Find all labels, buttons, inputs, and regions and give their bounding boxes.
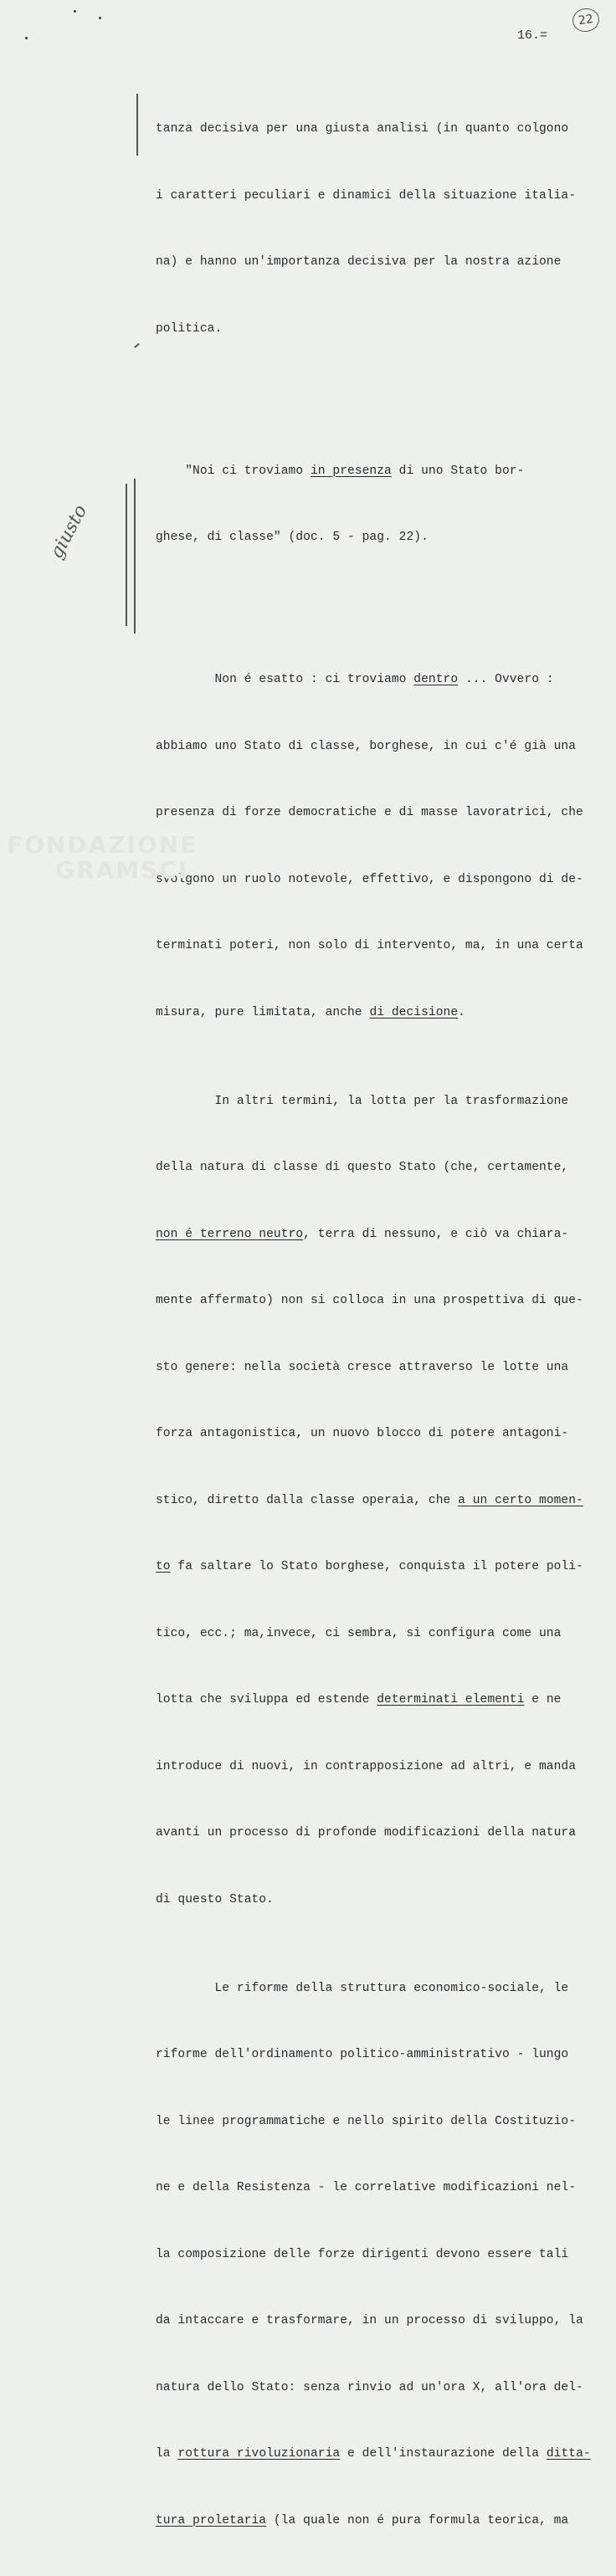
text-line: misura, pure limitata, anche di decisione. bbox=[156, 1005, 465, 1019]
margin-line bbox=[126, 484, 127, 626]
watermark: FONDAZIONE GRAMSCI bbox=[7, 831, 198, 884]
text-line: i caratteri peculiari e dinamici della situazione italia- bbox=[156, 188, 577, 203]
text-line: ghese, di classe" (doc. 5 - pag. 22). bbox=[156, 531, 429, 544]
text-line: della natura di classe di questo Stato (che, certamente, bbox=[156, 1161, 569, 1174]
text-line: forza antagonistica, un nuovo blocco di potere antagoni- bbox=[156, 1427, 569, 1440]
text-line: lotta che sviluppa ed estende determinati elementi e ne bbox=[156, 1693, 562, 1706]
margin-tick bbox=[134, 343, 140, 348]
text-line: abbiamo uno Stato di classe, borghese, in cui c'é già una bbox=[156, 739, 577, 753]
handwritten-page-number: 22 bbox=[571, 7, 601, 33]
text-line: avanti un processo di profonde modificazioni della natura bbox=[156, 1826, 577, 1840]
ink-dot bbox=[99, 17, 101, 19]
margin-line bbox=[136, 94, 138, 156]
text-line: la composizione delle forze dirigenti devono essere tali bbox=[156, 2247, 569, 2261]
text-line: da intaccare e trasformare, in un processo di sviluppo, la bbox=[156, 2314, 583, 2327]
text-line: introduce di nuovi, in contrapposizione ad altri, e manda bbox=[156, 1759, 577, 1773]
text-line: mente affermato) non si colloca in una prospettiva di que- bbox=[156, 1294, 583, 1307]
text-line: ne e della Resistenza - le correlative modificazioni nel- bbox=[156, 2181, 577, 2194]
text-line: non é terreno neutro, terra di nessuno, e ciò va chiara- bbox=[156, 1227, 569, 1241]
text-line: tico, ecc.; ma,invece, ci sembra, si configura come una bbox=[156, 1626, 562, 1640]
text-line: Non é esatto : ci troviamo dentro ... Ovvero : bbox=[214, 673, 554, 686]
margin-line bbox=[134, 479, 136, 634]
text-line: presenza di forze democratiche e di masse lavoratrici, che bbox=[156, 806, 583, 819]
ink-dot bbox=[25, 37, 28, 39]
margin-note: giusto bbox=[46, 501, 92, 562]
text-line: na) e hanno un'importanza decisiva per la nostra azione bbox=[156, 255, 562, 269]
text-line: politica. bbox=[156, 321, 223, 336]
page-number: 16.= bbox=[517, 28, 548, 43]
text-line: sto genere: nella società cresce attraverso le lotte una bbox=[156, 1360, 569, 1374]
text-line: di questo Stato. bbox=[156, 1892, 274, 1906]
text-line: natura dello Stato: senza rinvio ad un'ora X, all'ora del- bbox=[156, 2380, 583, 2394]
text-line: tura proletaria (la quale non é pura formula teorica, ma bbox=[156, 2513, 569, 2527]
text-line: terminati poteri, non solo di intervento, ma, in una certa bbox=[156, 939, 583, 952]
text-line: riforme dell'ordinamento politico-amministrativo - lungo bbox=[156, 2048, 569, 2061]
text-line: "Noi ci troviamo in presenza di uno Stato bor- bbox=[185, 464, 525, 478]
text-line: stico, diretto dalla classe operaia, che a un certo momen- bbox=[156, 1493, 583, 1507]
text-line: Le riforme della struttura economico-sociale, le bbox=[214, 1981, 569, 1995]
text-line: le linee programmatiche e nello spirito della Costituzio- bbox=[156, 2114, 577, 2128]
text-line: svolgono un ruolo notevole, effettivo, e dispongono di de- bbox=[156, 872, 583, 886]
text-line: la rottura rivoluzionaria e dell'instaurazione della ditta- bbox=[156, 2447, 591, 2461]
text-line: tanza decisiva per una giusta analisi (in quanto colgono bbox=[156, 122, 569, 136]
ink-dot bbox=[74, 10, 76, 13]
text-line: to fa saltare lo Stato borghese, conquista il potere poli- bbox=[156, 1560, 583, 1573]
body-text bbox=[156, 74, 591, 2576]
text-line: In altri termini, la lotta per la trasformazione bbox=[214, 1094, 569, 1108]
